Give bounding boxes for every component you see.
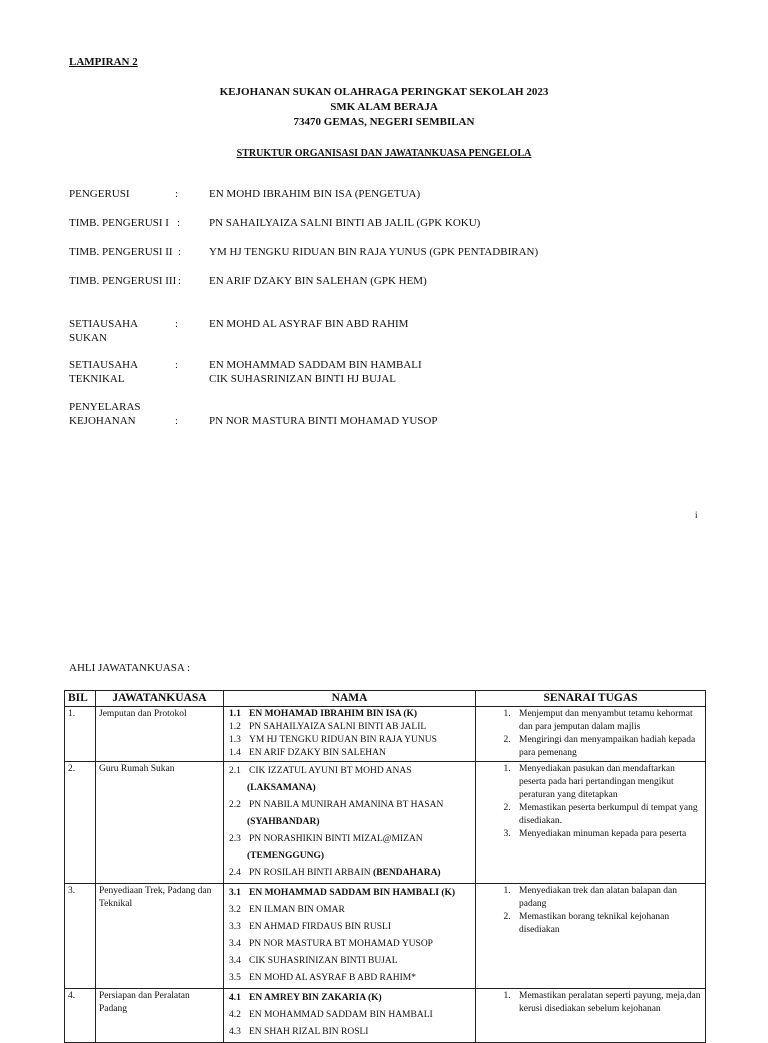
cell-jawatankuasa: Jemputan dan Protokol [96, 707, 224, 762]
school-address: 73470 GEMAS, NEGERI SEMBILAN [293, 116, 475, 128]
member-item: 1.2 PN SAHAILYAIZA SALNI BINTI AB JALIL [229, 722, 427, 732]
table-row [65, 989, 706, 1043]
role-label: PENYELARAS KEJOHANAN [69, 401, 141, 427]
member-item: 3.5 EN MOHD AL ASYRAF B ABD RAHIM* [229, 973, 416, 983]
member-item: 3.3 EN AHMAD FIRDAUS BIN RUSLI [229, 922, 391, 932]
role-label: TIMB. PENGERUSI III [69, 275, 177, 287]
role-label: SETIAUSAHA SUKAN [69, 318, 138, 344]
column-header-tugas: SENARAI TUGAS [476, 691, 706, 707]
role-value: PN NOR MASTURA BINTI MOHAMAD YUSOP [209, 415, 438, 427]
column-header-bil: BIL [65, 691, 96, 707]
member-item: 1.4 EN ARIF DZAKY BIN SALEHAN [229, 748, 386, 758]
table-row [65, 884, 706, 989]
role-value: PN SAHAILYAIZA SALNI BINTI AB JALIL (GPK KOKU) [209, 217, 481, 229]
cell-jawatankuasa: Penyediaan Trek, Padang dan Teknikal [96, 884, 224, 989]
member-item: 2.2 PN NABILA MUNIRAH AMANINA BT HASAN [229, 800, 444, 810]
role-colon: : [175, 318, 179, 330]
table-header-row [65, 691, 706, 707]
task-item: 1. Menjemput dan menyambut tetamu kehormat dan para jemputan dalam majlis [513, 708, 702, 734]
role-value: EN MOHD AL ASYRAF BIN ABD RAHIM [209, 318, 409, 330]
role-value: EN MOHD IBRAHIM BIN ISA (PENGETUA) [209, 188, 421, 200]
cell-jawatankuasa: Guru Rumah Sukan [96, 762, 224, 884]
role-label: TIMB. PENGERUSI I [69, 217, 169, 229]
cell-bil: 2. [65, 762, 96, 884]
house-name: (TEMENGGUNG) [247, 851, 325, 861]
cell-bil: 1. [65, 707, 96, 762]
cell-nama [224, 707, 476, 762]
member-item: 4.1 EN AMREY BIN ZAKARIA (K) [229, 993, 382, 1003]
member-item: 2.3 PN NORASHIKIN BINTI MIZAL@MIZAN [229, 834, 423, 844]
house-name: (SYAHBANDAR) [247, 817, 320, 827]
column-header-jawatankuasa: JAWATANKUASA [96, 691, 224, 707]
role-value: YM HJ TENGKU RIDUAN BIN RAJA YUNUS (GPK PENTADBIRAN) [209, 246, 539, 258]
cell-bil: 4. [65, 989, 96, 1043]
task-item: 3. Menyediakan minuman kepada para peserta [513, 828, 702, 841]
role-colon: : [175, 359, 179, 371]
table-row [65, 762, 706, 884]
cell-tugas [476, 707, 706, 762]
member-item: 3.1 EN MOHAMMAD SADDAM BIN HAMBALI (K) [229, 888, 456, 898]
role-label: TIMB. PENGERUSI II [69, 246, 173, 258]
member-item: 4.3 EN SHAH RIZAL BIN ROSLI [229, 1027, 369, 1037]
house-name: (LAKSAMANA) [247, 783, 316, 793]
member-item: 3.4 CIK SUHASRINIZAN BINTI BUJAL [229, 956, 398, 966]
member-item: 2.1 CIK IZZATUL AYUNI BT MOHD ANAS [229, 766, 412, 776]
cell-nama [224, 762, 476, 884]
house-name: (BENDAHARA) [373, 868, 441, 878]
appendix-label: LAMPIRAN 2 [69, 56, 138, 68]
member-item: 2.4 PN ROSILAH BINTI ARBAIN (BENDAHARA) [229, 868, 441, 878]
member-item: 3.2 EN ILMAN BIN OMAR [229, 905, 345, 915]
event-title: KEJOHANAN SUKAN OLAHRAGA PERINGKAT SEKOLAH 2023 [219, 86, 549, 98]
member-item: 1.3 YM HJ TENGKU RIDUAN BIN RAJA YUNUS [229, 735, 437, 745]
cell-nama [224, 884, 476, 989]
task-item: 2. Mengiringi dan menyampaikan hadiah kepada para pemenang [513, 734, 702, 760]
role-colon: : [178, 246, 182, 258]
school-name: SMK ALAM BERAJA [330, 101, 438, 113]
member-item: 3.4 PN NOR MASTURA BT MOHAMAD YUSOP [229, 939, 433, 949]
role-colon: : [177, 217, 181, 229]
cell-nama [224, 989, 476, 1043]
cell-tugas [476, 884, 706, 989]
document-subtitle: STRUKTUR ORGANISASI DAN JAWATANKUASA PENGELOLA [236, 148, 532, 159]
table-row [65, 707, 706, 762]
role-colon: : [175, 415, 179, 427]
task-item: 1. Memastikan peralatan seperti payung, meja,dan kerusi disediakan sebelum kejohanan [513, 990, 702, 1016]
cell-tugas [476, 762, 706, 884]
task-item: 1. Menyediakan pasukan dan mendaftarkan peserta pada hari pertandingan mengikut peraturan yang ditetapkan [513, 763, 702, 802]
cell-jawatankuasa: Persiapan dan Peralatan Padang [96, 989, 224, 1043]
task-item: 2. Memastikan borang teknikal kejohanan disediakan [513, 911, 702, 937]
cell-tugas [476, 989, 706, 1043]
role-colon: : [175, 188, 179, 200]
page-mark: i [695, 510, 698, 520]
role-colon: : [178, 275, 182, 287]
task-item: 2. Memastikan peserta berkumpul di tempat yang disediakan. [513, 802, 702, 828]
cell-bil: 3. [65, 884, 96, 989]
task-item: 1. Menyediakan trek dan alatan balapan dan padang [513, 885, 702, 911]
member-item: 4.2 EN MOHAMMAD SADDAM BIN HAMBALI [229, 1010, 433, 1020]
role-label: SETIAUSAHA TEKNIKAL [69, 359, 138, 385]
role-value: EN ARIF DZAKY BIN SALEHAN (GPK HEM) [209, 275, 427, 287]
column-header-nama: NAMA [224, 691, 476, 707]
role-value-2: CIK SUHASRINIZAN BINTI HJ BUJAL [209, 373, 396, 385]
committee-members-heading: AHLI JAWATANKUASA : [69, 662, 191, 674]
role-label: PENGERUSI [69, 188, 130, 200]
member-item: 1.1 EN MOHAMAD IBRAHIM BIN ISA (K) [229, 709, 418, 719]
committee-table [64, 690, 706, 1043]
role-value: EN MOHAMMAD SADDAM BIN HAMBALI [209, 359, 422, 371]
